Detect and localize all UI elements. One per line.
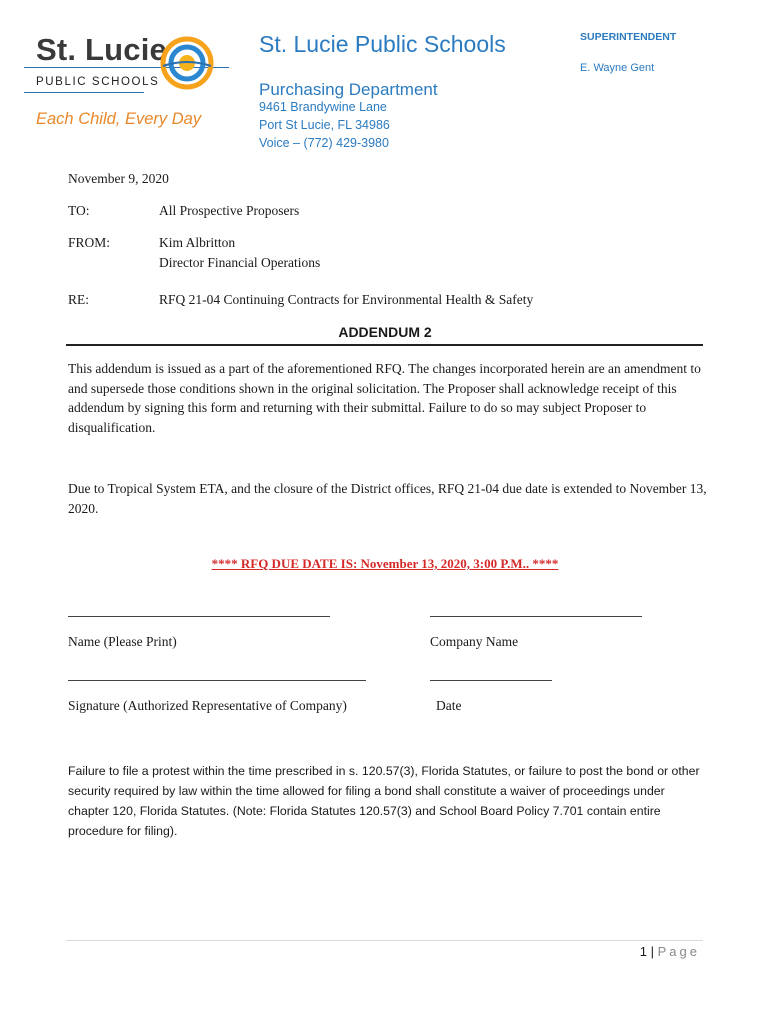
- addendum-intro: This addendum is issued as a part of the aforementioned RFQ. The changes incorporated herein are an amendment to and supersede those conditions shown in the original solicitation. The Proposer shall acknowledge receipt of this addendum by signing this form and returning with their submittal. Failure to do so may subject Proposer to disqualification.: [68, 361, 701, 435]
- logo-tagline: Each Child, Every Day: [36, 110, 202, 128]
- department-name: Purchasing Department: [259, 80, 438, 99]
- signature-line: [68, 680, 366, 681]
- logo-divider-lower: [24, 92, 144, 93]
- due-date-notice: **** RFQ DUE DATE IS: November 13, 2020, 3:00 P.M.. ****: [211, 556, 559, 571]
- title-rule: [66, 344, 703, 346]
- page-separator: |: [650, 944, 654, 959]
- logo-subtitle: PUBLIC SCHOOLS: [36, 76, 160, 88]
- from-title: Director Financial Operations: [159, 255, 321, 270]
- page-footer: [560, 944, 700, 959]
- legal-notice: Failure to file a protest within the time prescribed in s. 120.57(3), Florida Statutes, or failure to post the bond or other security required by law within the time allowed for filing a bond shall constitute a waiver of proceedings under chapter 120, Florida Statutes. (Note: Florida Statutes 120.57(3) and School Board Policy 7.701 contain entire procedure for filing).: [68, 764, 700, 838]
- page-number: 1: [639, 944, 647, 959]
- superintendent-label: SUPERINTENDENT: [580, 31, 677, 43]
- footer-rule: [66, 940, 703, 941]
- addendum-title: ADDENDUM 2: [338, 324, 432, 340]
- superintendent-name: E. Wayne Gent: [580, 62, 655, 74]
- phone-number: Voice – (772) 429-3980: [259, 136, 389, 150]
- re-value: RFQ 21-04 Continuing Contracts for Environmental Health & Safety: [159, 292, 534, 307]
- address-line-1: 9461 Brandywine Lane: [259, 100, 387, 114]
- from-name: Kim Albritton: [159, 235, 236, 250]
- date-line: [430, 680, 552, 681]
- to-label: TO:: [68, 203, 90, 218]
- re-label: RE:: [68, 292, 90, 307]
- name-signature-line: [68, 616, 330, 617]
- page-label: Page: [657, 944, 700, 959]
- memo-date: November 9, 2020: [68, 171, 169, 186]
- from-label: FROM:: [68, 235, 111, 250]
- signature-label: Signature (Authorized Representative of Company): [68, 698, 347, 713]
- date-label: Date: [436, 698, 462, 713]
- address-line-2: Port St Lucie, FL 34986: [259, 118, 390, 132]
- logo-name: St. Lucie: [36, 32, 167, 67]
- organization-name: St. Lucie Public Schools: [259, 31, 506, 57]
- addendum-change: Due to Tropical System ETA, and the closure of the District offices, RFQ 21-04 due date is extended to November 13, 2020.: [68, 481, 707, 516]
- company-label: Company Name: [430, 634, 519, 649]
- sun-logo-icon: [160, 36, 214, 90]
- to-value: All Prospective Proposers: [159, 203, 300, 218]
- company-signature-line: [430, 616, 642, 617]
- name-label: Name (Please Print): [68, 634, 177, 649]
